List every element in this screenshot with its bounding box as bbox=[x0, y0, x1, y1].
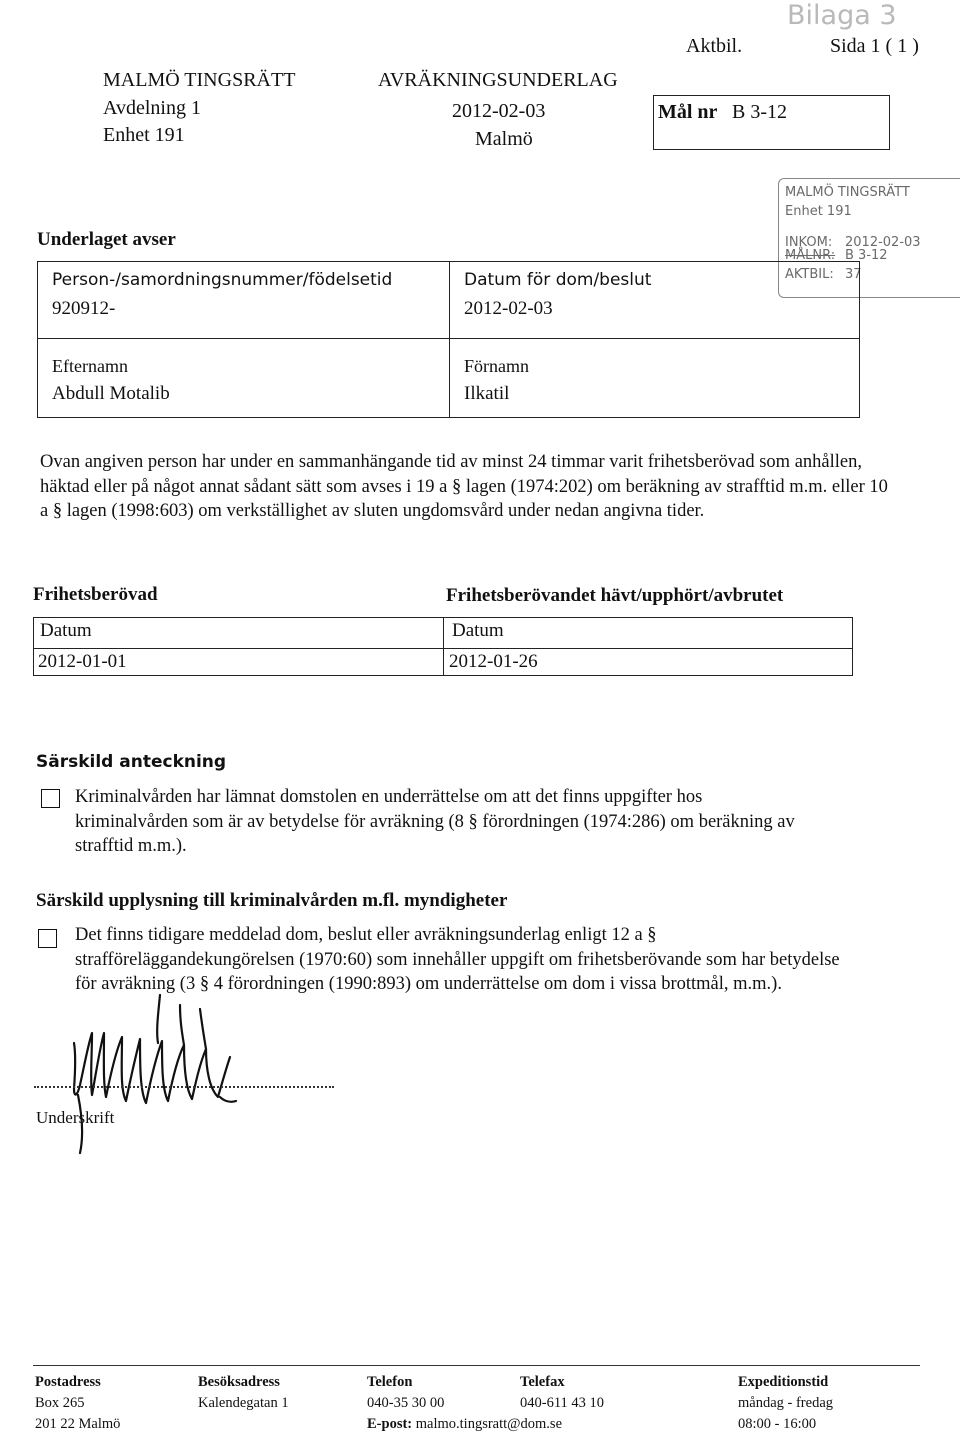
surname-value: Abdull Motalib bbox=[52, 383, 170, 404]
hours-days: måndag - fredag bbox=[738, 1395, 834, 1411]
firstname-value: Ilkatil bbox=[464, 383, 510, 404]
footer-rule bbox=[33, 1365, 920, 1366]
document-title: AVRÄKNINGSUNDERLAG bbox=[378, 69, 618, 91]
hours-time: 08:00 - 16:00 bbox=[738, 1416, 817, 1432]
pnr-label: Person-/samordningsnummer/födelsetid bbox=[52, 270, 393, 290]
document-date: 2012-02-03 bbox=[452, 100, 546, 122]
underlag-column-divider bbox=[449, 261, 450, 418]
postal-line-1: Box 265 bbox=[35, 1395, 85, 1411]
deprived-date-value: 2012-01-01 bbox=[38, 651, 127, 672]
email-value: malmo.tingsratt@dom.se bbox=[415, 1416, 563, 1432]
visiting-line-1: Kalendegatan 1 bbox=[198, 1395, 289, 1411]
special-info-heading: Särskild upplysning till kriminalvården m.fl. myndigheter bbox=[36, 890, 508, 911]
hours-title: Expeditionstid bbox=[738, 1374, 829, 1390]
case-number-label: Mål nr bbox=[658, 101, 718, 123]
special-info-text: Det finns tidigare meddelad dom, beslut eller avräkningsunderlag enligt 12 a § strafföreläggandekungörelsen (1970:60) som innehåller uppgift om frihetsberövande som har betydelse för avräkning (3 § 4 förordningen (1990:893) om underrättelse om dom i vissa brottmål, m.m.). bbox=[75, 925, 840, 994]
phone-title: Telefon bbox=[367, 1374, 413, 1390]
signature-line bbox=[34, 1086, 334, 1088]
deprived-heading: Frihetsberövad bbox=[33, 584, 158, 605]
email-label: E-post: bbox=[367, 1416, 413, 1432]
statement-paragraph: Ovan angiven person har under en sammanhängande tid av minst 24 timmar varit frihetsberövad som anhållen, häktad eller på något annat sådant sätt som avses i 19 a § lagen (1974:202) om beräkning av strafftid m.m. eller 10 a § lagen (1998:603) om verkställighet av sluten ungdomsvård under nedan angivna tider. bbox=[40, 452, 888, 521]
decision-date-value: 2012-02-03 bbox=[464, 298, 553, 319]
postal-line-2: 201 22 Malmö bbox=[35, 1416, 121, 1432]
special-note-text: Kriminalvården har lämnat domstolen en underrättelse om att det finns uppgifter hos kriminalvården som är av betydelse för avräkning (8 § förordningen (1974:286) om beräkning av strafftid m.m.). bbox=[75, 787, 795, 856]
stamp-aktbil-label: AKTBIL: bbox=[785, 267, 834, 282]
handwritten-signature bbox=[30, 985, 290, 1165]
stamp-inkom-label: INKOM: bbox=[785, 235, 833, 250]
court-unit: Enhet 191 bbox=[103, 124, 185, 146]
signature-label: Underskrift bbox=[36, 1108, 115, 1127]
firstname-label: Förnamn bbox=[464, 356, 529, 376]
court-division: Avdelning 1 bbox=[103, 97, 201, 119]
footer-hours bbox=[738, 1372, 833, 1435]
visiting-title: Besöksadress bbox=[198, 1374, 280, 1390]
surname-label: Efternamn bbox=[52, 356, 128, 376]
stamp-inkom-value: 2012-02-03 bbox=[845, 235, 921, 250]
fax-value: 040-611 43 10 bbox=[520, 1395, 605, 1411]
stamp-unit: Enhet 191 bbox=[785, 204, 852, 219]
special-info-checkbox[interactable] bbox=[38, 929, 57, 948]
pnr-value: 920912- bbox=[52, 298, 116, 319]
special-note-checkbox[interactable] bbox=[41, 789, 60, 808]
phone-value: 040-35 30 00 bbox=[367, 1395, 445, 1411]
postal-title: Postadress bbox=[35, 1374, 101, 1390]
footer-visiting bbox=[198, 1372, 289, 1414]
stamp-aktbil-value: 37 bbox=[845, 267, 862, 282]
court-name: MALMÖ TINGSRÄTT bbox=[103, 69, 296, 91]
stamp-court: MALMÖ TINGSRÄTT bbox=[785, 185, 910, 200]
released-date-label: Datum bbox=[452, 620, 504, 641]
footer-fax bbox=[520, 1372, 604, 1414]
released-heading: Frihetsberövandet hävt/upphört/avbrutet bbox=[446, 585, 784, 606]
period-column-divider bbox=[443, 617, 444, 676]
released-date-value: 2012-01-26 bbox=[449, 651, 538, 672]
underlag-heading: Underlaget avser bbox=[37, 229, 176, 250]
case-number: B 3-12 bbox=[732, 101, 787, 123]
document-place: Malmö bbox=[475, 128, 533, 150]
deprived-date-label: Datum bbox=[40, 620, 92, 641]
attachment-watermark: Bilaga 3 bbox=[787, 0, 897, 31]
case-number-box bbox=[653, 95, 890, 150]
fax-title: Telefax bbox=[520, 1374, 565, 1390]
aktbil-label: Aktbil. bbox=[686, 35, 743, 57]
decision-date-label: Datum för dom/beslut bbox=[464, 270, 652, 290]
special-note-heading: Särskild anteckning bbox=[36, 752, 227, 772]
stamp-malnr-value: B 3-12 bbox=[845, 248, 888, 263]
page-indicator: Sida 1 ( 1 ) bbox=[830, 35, 919, 57]
footer-postal bbox=[35, 1372, 120, 1435]
stamp-malnr-label: MÅLNR: bbox=[785, 248, 836, 263]
